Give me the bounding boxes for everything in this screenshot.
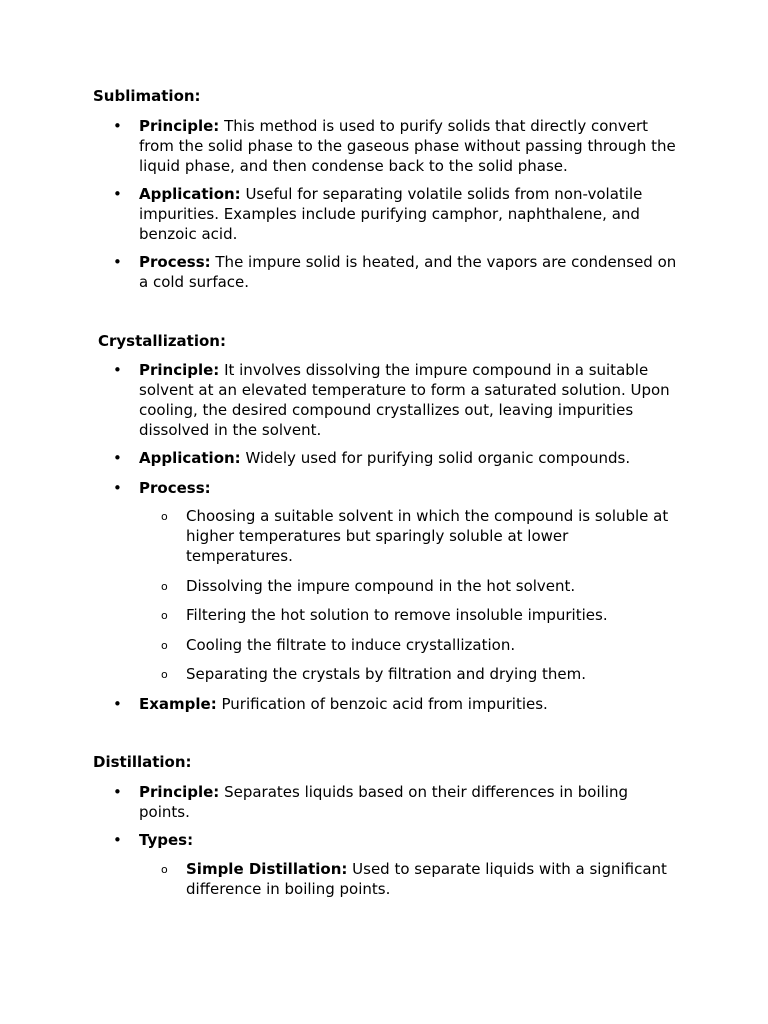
item-text: Used to separate liquids with a significant difference in boiling points. [186,860,667,898]
term-label: Process: [139,479,211,497]
term-label: Principle: [139,361,220,379]
item-text: It involves dissolving the impure compound in a suitable solvent at an elevated temperature to form a saturated solution. Upon cooling, the desired compound crystallizes out, leaving impurities dissolved in the solvent. [139,361,670,439]
term-label: Application: [139,185,241,203]
bullet-icon: • [113,361,122,379]
term-label: Types: [139,831,194,849]
term-label: Simple Distillation: [186,860,348,878]
item-text: The impure solid is heated, and the vapors are condensed on a cold surface. [139,253,677,291]
term-label: Principle: [139,783,220,801]
bullet-icon: • [113,831,122,849]
list-item-distillation-principle [139,782,679,822]
bullet-icon: • [113,695,122,713]
item-text: Purification of benzoic acid from impurities. [216,695,548,713]
sub-bullet-icon: o [161,863,168,876]
sub-bullet-icon: o [161,609,168,622]
sub-bullet-icon: o [161,580,168,593]
list-item-distillation-type [186,859,676,899]
bullet-icon: • [113,449,122,467]
list-item-sublimation-principle [139,116,679,176]
list-item-sublimation-process [139,252,679,292]
sub-bullet-icon: o [161,510,168,523]
list-item-crystallization-example [139,694,679,714]
list-item-distillation-types [139,830,679,850]
list-item-process-step: Dissolving the impure compound in the hot solvent. [186,577,576,595]
bullet-icon: • [113,479,122,497]
item-text: Useful for separating volatile solids from non-volatile impurities. Examples include purifying camphor, naphthalene, and benzoic acid. [139,185,643,243]
sub-bullet-icon: o [161,639,168,652]
item-text: Widely used for purifying solid organic compounds. [240,449,631,467]
item-text: This method is used to purify solids that directly convert from the solid phase to the gaseous phase without passing through the liquid phase, and then condense back to the solid phase. [139,117,676,175]
list-item-process-step: Cooling the filtrate to induce crystallization. [186,636,516,654]
sub-bullet-icon: o [161,668,168,681]
term-label: Example: [139,695,217,713]
list-item-process-step: Separating the crystals by filtration and drying them. [186,665,587,683]
list-item-sublimation-application [139,184,679,244]
bullet-icon: • [113,253,122,271]
list-item-process-step: Filtering the hot solution to remove insoluble impurities. [186,606,608,624]
term-label: Process: [139,253,211,271]
term-label: Application: [139,449,241,467]
bullet-icon: • [113,185,122,203]
bullet-icon: • [113,117,122,135]
heading-sublimation: Sublimation: [93,87,201,105]
heading-crystallization: Crystallization: [98,332,226,350]
list-item-process-step: Choosing a suitable solvent in which the compound is soluble at higher temperatures but sparingly soluble at lower temperatures. [186,507,669,565]
bullet-icon: • [113,783,122,801]
list-item-crystallization-process [139,478,679,498]
term-label: Principle: [139,117,220,135]
list-item-crystallization-principle [139,360,679,440]
heading-distillation: Distillation: [93,753,192,771]
list-item-crystallization-application [139,448,679,468]
item-text: Separates liquids based on their differences in boiling points. [139,783,628,821]
